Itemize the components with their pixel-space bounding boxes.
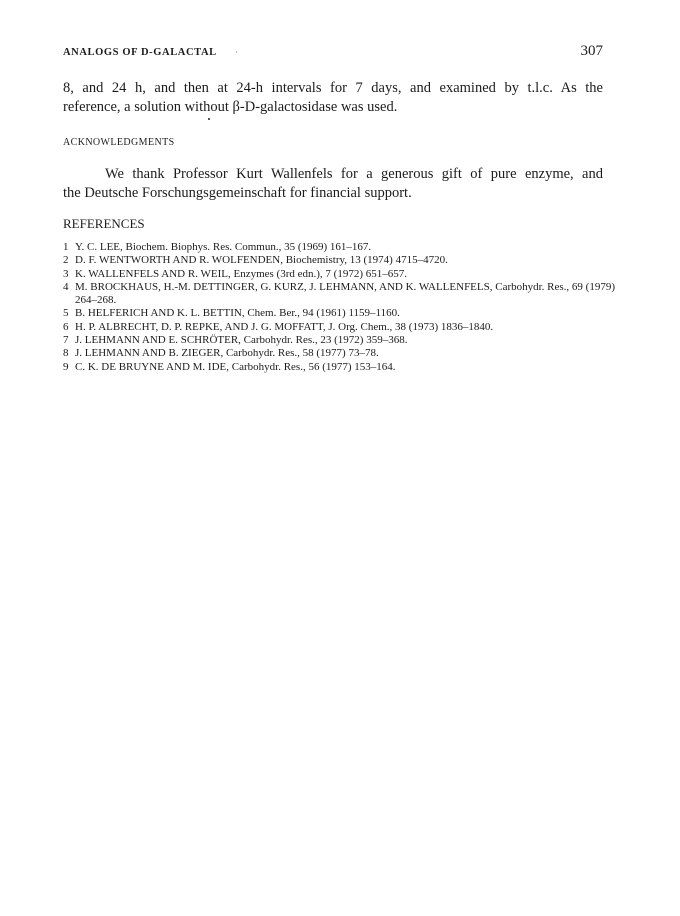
reference-number: 6 — [63, 320, 69, 333]
running-head-title: ANALOGS OF D-GALACTAL — [63, 47, 217, 58]
page-number: 307 — [580, 43, 603, 59]
reference-item — [63, 254, 623, 267]
reference-text: D. F. WENTWORTH AND R. WOLFENDEN, Biochemistry, 13 (1974) 4715–4720. — [75, 254, 448, 267]
reference-number: 8 — [63, 347, 69, 360]
reference-number: 5 — [63, 307, 69, 320]
reference-text: K. WALLENFELS AND R. WEIL, Enzymes (3rd edn.), 7 (1972) 651–657. — [75, 267, 407, 280]
reference-number: 9 — [63, 360, 69, 373]
reference-item — [63, 307, 623, 320]
reference-text: H. P. ALBRECHT, D. P. REPKE, AND J. G. MOFFATT, J. Org. Chem., 38 (1973) 1836–1840. — [75, 320, 494, 333]
reference-item — [63, 361, 623, 374]
reference-number: 3 — [63, 267, 69, 280]
reference-item — [63, 321, 623, 334]
stray-dot — [208, 118, 210, 120]
reference-item — [63, 241, 623, 254]
reference-item — [63, 347, 623, 360]
reference-text: M. BROCKHAUS, H.-M. DETTINGER, G. KURZ, J. LEHMANN, AND K. WALLENFELS, Carbohydr. Res., 69 (1979) 264–268. — [75, 280, 616, 307]
body-paragraph — [63, 79, 603, 117]
reference-number: 4 — [63, 280, 69, 293]
acknowledgments-paragraph — [63, 165, 603, 203]
reference-text: J. LEHMANN AND B. ZIEGER, Carbohydr. Res., 58 (1977) 73–78. — [75, 347, 379, 360]
reference-item — [63, 334, 623, 347]
reference-text: J. LEHMANN AND E. SCHRÖTER, Carbohydr. Res., 23 (1972) 359–368. — [75, 334, 408, 347]
body-line-1: 8, and 24 h, and then at 24-h intervals for 7 days, and examined by t.l.c. As the — [63, 80, 603, 96]
body-line-2: reference, a solution without β-D-galactosidase was used. — [63, 99, 398, 115]
reference-text: B. HELFERICH AND K. L. BETTIN, Chem. Ber., 94 (1961) 1159–1160. — [75, 307, 400, 320]
reference-item — [63, 268, 623, 281]
reference-text: Y. C. LEE, Biochem. Biophys. Res. Commun., 35 (1969) 161–167. — [75, 241, 372, 253]
reference-list — [63, 241, 623, 374]
reference-text: C. K. DE BRUYNE AND M. IDE, Carbohydr. Res., 56 (1977) 153–164. — [75, 360, 396, 373]
acknowledgments-heading: ACKNOWLEDGMENTS — [63, 137, 175, 148]
running-head — [63, 43, 603, 63]
acknowledgments-line-1: We thank Professor Kurt Wallenfels for a generous gift of pure enzyme, and — [105, 166, 603, 182]
references-heading: REFERENCES — [63, 216, 145, 231]
reference-number: 1 — [63, 241, 69, 253]
reference-number: 7 — [63, 334, 69, 347]
acknowledgments-line-2: the Deutsche Forschungsgemeinschaft for financial support. — [63, 185, 412, 201]
running-head-mark: · — [235, 47, 238, 57]
reference-item — [63, 281, 623, 308]
reference-number: 2 — [63, 254, 69, 267]
